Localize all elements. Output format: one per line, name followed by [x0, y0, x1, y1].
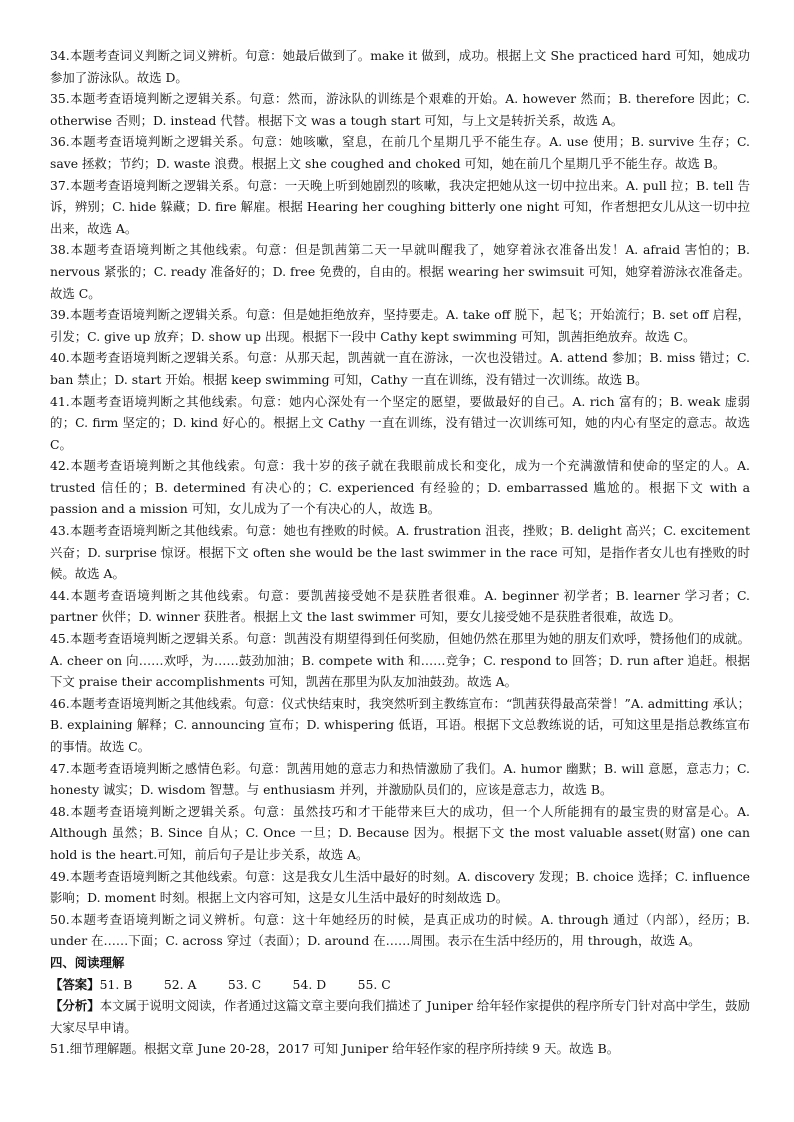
explanation-50: 50.本题考查语境判断之词义辨析。句意：这十年她经历的时候，是真正成功的时候。A. through 通过（内部），经历；B. under 在……下面；C. across 穿过（表面）；D. around 在……周围。表示在生活中经历的，用 through，故选 A。	[50, 911, 750, 949]
explanation-39: 39.本题考查语境判断之逻辑关系。句意：但是她拒绝放弃，坚持要走。A. take off 脱下，起飞；开始流行；B. set off 启程，引发；C. give up 放弃；D. show up 出现。根据下一段中 Cathy kept swimming 可知，凯茜拒绝放弃。故选 C。	[50, 307, 750, 344]
document-page	[50, 45, 750, 1060]
explanation-46: 46.本题考查语境判断之其他线索。句意：仪式快结束时，我突然听到主教练宣布：“凯茜获得最高荣誉！”A. admitting 承认；B. explaining 解释；C. announcing 宣布；D. whispering 低语，耳语。根据下文总教练说的话，可知这里是指总教练宣布的事情。故选 C。	[50, 695, 750, 754]
explanation-34: 34.本题考查词义判断之词义辨析。句意：她最后做到了。make it 做到，成功。根据上文 She practiced hard 可知，她成功参加了游泳队。故选 D。	[50, 48, 750, 85]
analysis-label: 【分析】	[50, 998, 100, 1014]
answer-values: 51. B 52. A 53. C 54. D 55. C	[99, 976, 391, 992]
analysis-text: 本文属于说明文阅读，作者通过这篇文章主要向我们描述了 Juniper 给年轻作家提供的程序所专门针对高中学生，鼓励大家尽早申请。	[50, 998, 750, 1035]
explanation-42: 42.本题考查语境判断之其他线索。句意：我十岁的孩子就在我眼前成长和变化，成为一个充满激情和使命的坚定的人。A. trusted 信任的；B. determined 有决心的；C. experienced 有经验的；D. embarrassed 尴尬的。根据下文 with a passion and a mission 可知，女儿成为了一个有决心的人，故选 B。	[50, 458, 751, 517]
section-heading: 四、阅读理解	[50, 954, 125, 970]
explanation-37: 37.本题考查语境判断之逻辑关系。句意：一天晚上听到她剧烈的咳嗽，我决定把她从这一切中拉出来。A. pull 拉；B. tell 告诉，辨别；C. hide 躲藏；D. fire 解雇。根据 Hearing her coughing bitterly one night 可知，作者想把女儿从这一切中拉出来，故选 A。	[50, 177, 750, 236]
explanation-35: 35.本题考查语境判断之逻辑关系。句意：然而，游泳队的训练是个艰难的开始。A. however 然而；B. therefore 因此；C. otherwise 否则；D. instead 代替。根据下文 was a tough start 可知，与上文是转折关系，故选 A。	[50, 91, 750, 128]
explanation-44: 44.本题考查语境判断之其他线索。句意：要凯茜接受她不是获胜者很难。A. beginner 初学者；B. learner 学习者；C. partner 伙伴；D. winner 获胜者。根据上文 the last swimmer 可知，要女儿接受她不是获胜者很难，故选 D。	[50, 587, 750, 625]
analysis-paragraph	[50, 995, 750, 1038]
answer-label: 【答案】	[50, 976, 100, 992]
explanation-40: 40.本题考查语境判断之逻辑关系。句意：从那天起，凯茜就一直在游泳，一次也没错过。A. attend 参加；B. miss 错过；C. ban 禁止；D. start 开始。根据 keep swimming 可知，Cathy 一直在训练，没有错过一次训练。故选 B。	[50, 350, 750, 387]
explanation-49: 49.本题考查语境判断之其他线索。句意：这是我女儿生活中最好的时刻。A. discovery 发现；B. choice 选择；C. influence 影响；D. moment 时刻。根据上文内容可知，这是女儿生活中最好的时刻故选 D。	[50, 868, 750, 906]
explanation-38: 38.本题考查语境判断之其他线索。句意：但是凯茜第二天一早就叫醒我了，她穿着泳衣准备出发！A. afraid 害怕的；B. nervous 紧张的；C. ready 准备好的；D. free 免费的，自由的。根据 wearing her swimsuit 可知，她穿着游泳衣准备走。故选 C。	[50, 242, 750, 301]
explanation-43: 43.本题考查语境判断之其他线索。句意：她也有挫败的时候。A. frustration 沮丧，挫败；B. delight 高兴；C. excitement 兴奋；D. surprise 惊讶。根据下文 often she would be the last swimmer in the race 可知，是指作者女儿也有挫败的时候。故选 A。	[50, 523, 750, 582]
explanation-48: 48.本题考查语境判断之逻辑关系。句意：虽然技巧和才干能带来巨大的成功，但一个人所能拥有的最宝贵的财富是心。A. Although 虽然；B. Since 自从；C. Once 一旦；D. Because 因为。根据下文 the most valuable asset(财富) one can hold is the heart.可知，前后句子是让步关系，故选 A。	[50, 803, 750, 862]
answer-line	[50, 974, 750, 996]
explanation-45: 45.本题考查语境判断之逻辑关系。句意：凯茜没有期望得到任何奖励，但她仍然在那里为她的朋友们欢呼，赞扬他们的成就。 A. cheer on 向……欢呼，为……鼓劲加油；B. compete with 和……竞争；C. respond to 回答；D. run after 追赶。根据下文 praise their accomplishments 可知，凯茜在那里为队友加油鼓劲。故选 A。	[50, 631, 750, 690]
explanation-51: 51.细节理解题。根据文章 June 20-28，2017 可知 Juniper 给年轻作家的程序所持续 9 天。故选 B。	[50, 1041, 620, 1057]
explanation-41: 41.本题考查语境判断之其他线索。句意：她内心深处有一个坚定的愿望，要做最好的自己。A. rich 富有的；B. weak 虚弱的；C. firm 坚定的；D. kind 好心的。根据上文 Cathy 一直在训练，没有错过一次训练可知，她的内心有坚定的意志。故选 C。	[50, 393, 750, 452]
explanation-47: 47.本题考查语境判断之感情色彩。句意：凯茜用她的意志力和热情激励了我们。A. humor 幽默；B. will 意愿，意志力；C. honesty 诚实；D. wisdom 智慧。与 enthusiasm 并列，并激励队员们的，应该是意志力，故选 B。	[50, 760, 750, 798]
explanation-36: 36.本题考查语境判断之逻辑关系。句意：她咳嗽，窒息，在前几个星期几乎不能生存。A. use 使用；B. survive 生存；C. save 拯救；节约；D. waste 浪费。根据上文 she coughed and choked 可知，她在前几个星期几乎不能生存。故选 B。	[50, 134, 750, 171]
